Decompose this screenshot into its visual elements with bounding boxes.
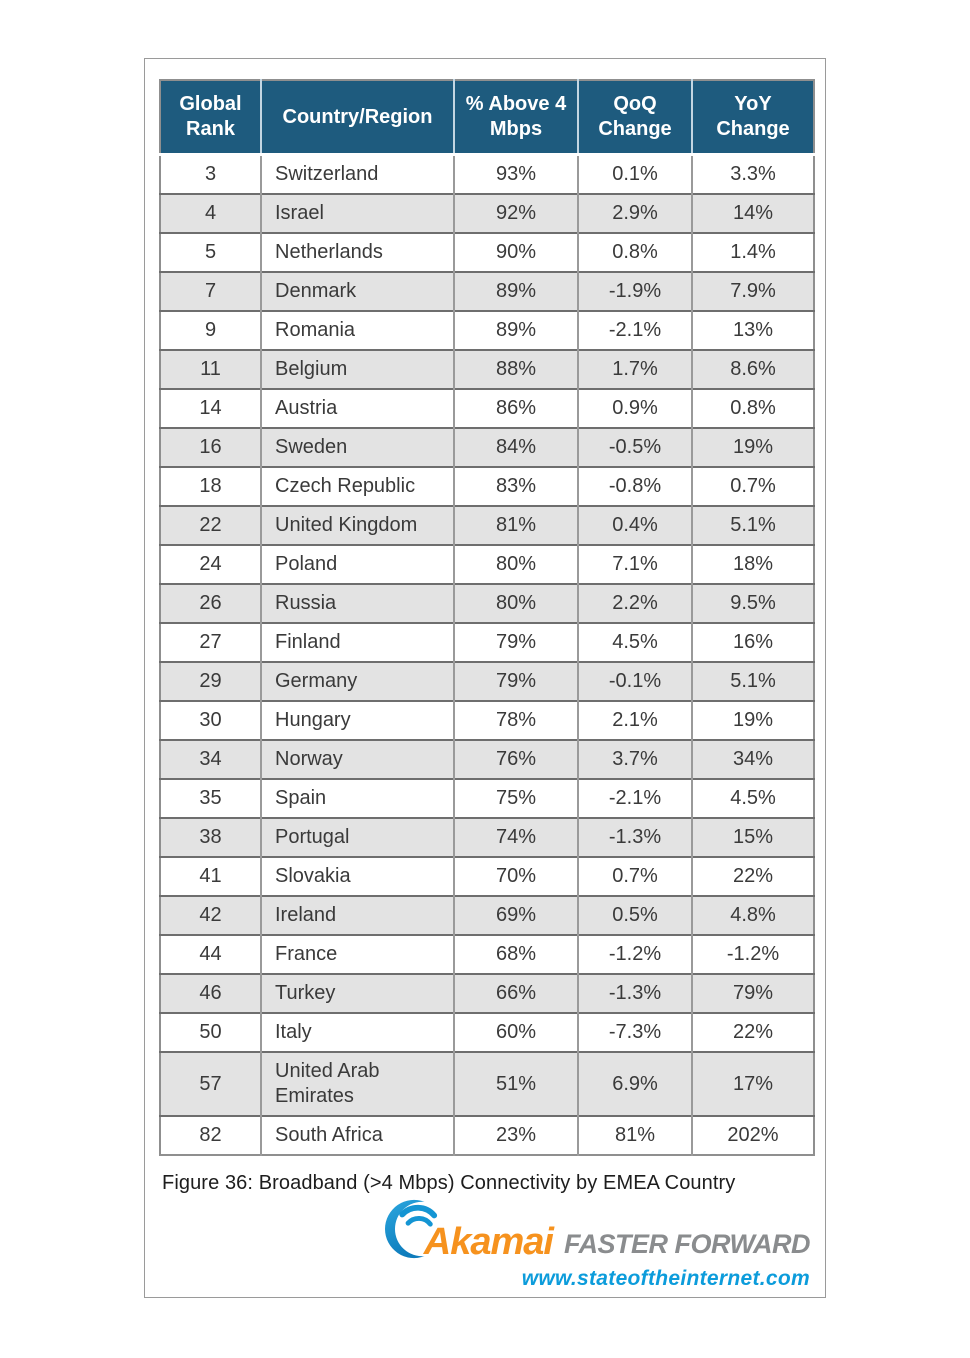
cell-country: Netherlands: [261, 233, 454, 272]
cell-global-rank: 18: [160, 467, 261, 506]
broadband-connectivity-table: [159, 79, 815, 1156]
cell-yoy-change: 34%: [692, 740, 814, 779]
cell-pct-above-4mbps: 69%: [454, 896, 578, 935]
table-row: [160, 545, 814, 584]
cell-pct-above-4mbps: 89%: [454, 272, 578, 311]
table-row: [160, 428, 814, 467]
cell-qoq-change: 0.7%: [578, 857, 692, 896]
table-row: [160, 896, 814, 935]
table-row: [160, 350, 814, 389]
figure-frame: [144, 58, 826, 1298]
cell-yoy-change: 79%: [692, 974, 814, 1013]
cell-country: Israel: [261, 194, 454, 233]
cell-global-rank: 5: [160, 233, 261, 272]
akamai-brand-text: Akamai: [423, 1221, 553, 1263]
table-row: [160, 1052, 814, 1116]
cell-qoq-change: 2.2%: [578, 584, 692, 623]
table-row: [160, 974, 814, 1013]
cell-global-rank: 38: [160, 818, 261, 857]
cell-qoq-change: -1.3%: [578, 818, 692, 857]
cell-global-rank: 3: [160, 155, 261, 195]
cell-global-rank: 26: [160, 584, 261, 623]
cell-qoq-change: 81%: [578, 1116, 692, 1155]
cell-pct-above-4mbps: 88%: [454, 350, 578, 389]
cell-country: Slovakia: [261, 857, 454, 896]
cell-yoy-change: -1.2%: [692, 935, 814, 974]
table-row: [160, 857, 814, 896]
cell-global-rank: 34: [160, 740, 261, 779]
cell-pct-above-4mbps: 83%: [454, 467, 578, 506]
cell-qoq-change: 4.5%: [578, 623, 692, 662]
cell-global-rank: 42: [160, 896, 261, 935]
cell-pct-above-4mbps: 70%: [454, 857, 578, 896]
table-row: [160, 740, 814, 779]
cell-pct-above-4mbps: 81%: [454, 506, 578, 545]
cell-yoy-change: 14%: [692, 194, 814, 233]
table-row: [160, 1013, 814, 1052]
cell-country: Hungary: [261, 701, 454, 740]
cell-yoy-change: 4.5%: [692, 779, 814, 818]
cell-qoq-change: 7.1%: [578, 545, 692, 584]
cell-yoy-change: 7.9%: [692, 272, 814, 311]
table-row: [160, 701, 814, 740]
cell-pct-above-4mbps: 79%: [454, 623, 578, 662]
cell-pct-above-4mbps: 68%: [454, 935, 578, 974]
cell-global-rank: 50: [160, 1013, 261, 1052]
cell-qoq-change: 0.4%: [578, 506, 692, 545]
table-row: [160, 389, 814, 428]
cell-country: Italy: [261, 1013, 454, 1052]
cell-global-rank: 24: [160, 545, 261, 584]
cell-pct-above-4mbps: 66%: [454, 974, 578, 1013]
cell-qoq-change: 2.9%: [578, 194, 692, 233]
cell-yoy-change: 4.8%: [692, 896, 814, 935]
akamai-logo: [378, 1197, 810, 1291]
cell-global-rank: 30: [160, 701, 261, 740]
cell-country: Finland: [261, 623, 454, 662]
table-row: [160, 311, 814, 350]
table-row: [160, 584, 814, 623]
cell-yoy-change: 18%: [692, 545, 814, 584]
stateoftheinternet-url-link[interactable]: www.stateoftheinternet.com: [521, 1267, 810, 1290]
cell-global-rank: 29: [160, 662, 261, 701]
cell-qoq-change: 0.1%: [578, 155, 692, 195]
cell-qoq-change: 2.1%: [578, 701, 692, 740]
table-row: [160, 272, 814, 311]
column-header-country-region: Country/Region: [261, 80, 454, 155]
cell-country: Belgium: [261, 350, 454, 389]
cell-pct-above-4mbps: 51%: [454, 1052, 578, 1116]
cell-country: United Arab Emirates: [261, 1052, 454, 1116]
cell-pct-above-4mbps: 60%: [454, 1013, 578, 1052]
cell-country: Ireland: [261, 896, 454, 935]
cell-qoq-change: -0.5%: [578, 428, 692, 467]
cell-country: Sweden: [261, 428, 454, 467]
cell-country: South Africa: [261, 1116, 454, 1155]
cell-country: Germany: [261, 662, 454, 701]
cell-country: Turkey: [261, 974, 454, 1013]
cell-global-rank: 46: [160, 974, 261, 1013]
cell-qoq-change: 3.7%: [578, 740, 692, 779]
cell-yoy-change: 202%: [692, 1116, 814, 1155]
cell-qoq-change: -1.3%: [578, 974, 692, 1013]
cell-qoq-change: 0.5%: [578, 896, 692, 935]
cell-pct-above-4mbps: 89%: [454, 311, 578, 350]
cell-pct-above-4mbps: 76%: [454, 740, 578, 779]
column-header-pct-above-4mbps: % Above 4 Mbps: [454, 80, 578, 155]
cell-yoy-change: 0.7%: [692, 467, 814, 506]
cell-country: Poland: [261, 545, 454, 584]
cell-pct-above-4mbps: 84%: [454, 428, 578, 467]
cell-qoq-change: -7.3%: [578, 1013, 692, 1052]
cell-global-rank: 82: [160, 1116, 261, 1155]
table-row: [160, 233, 814, 272]
column-header-qoq-change: QoQ Change: [578, 80, 692, 155]
cell-yoy-change: 22%: [692, 1013, 814, 1052]
table-row: [160, 194, 814, 233]
cell-country: Denmark: [261, 272, 454, 311]
cell-country: Spain: [261, 779, 454, 818]
table-row: [160, 467, 814, 506]
cell-qoq-change: -1.9%: [578, 272, 692, 311]
cell-global-rank: 16: [160, 428, 261, 467]
column-header-yoy-change: YoY Change: [692, 80, 814, 155]
cell-global-rank: 9: [160, 311, 261, 350]
table-row: [160, 1116, 814, 1155]
cell-yoy-change: 17%: [692, 1052, 814, 1116]
faster-forward-tagline: FASTER FORWARD: [563, 1229, 810, 1259]
table-row: [160, 506, 814, 545]
cell-global-rank: 57: [160, 1052, 261, 1116]
cell-country: Portugal: [261, 818, 454, 857]
cell-country: Switzerland: [261, 155, 454, 195]
cell-qoq-change: 0.9%: [578, 389, 692, 428]
cell-yoy-change: 0.8%: [692, 389, 814, 428]
cell-qoq-change: -1.2%: [578, 935, 692, 974]
cell-yoy-change: 5.1%: [692, 506, 814, 545]
cell-global-rank: 11: [160, 350, 261, 389]
cell-yoy-change: 19%: [692, 701, 814, 740]
cell-qoq-change: -0.1%: [578, 662, 692, 701]
cell-qoq-change: 1.7%: [578, 350, 692, 389]
column-header-global-rank: Global Rank: [160, 80, 261, 155]
cell-country: Austria: [261, 389, 454, 428]
cell-pct-above-4mbps: 75%: [454, 779, 578, 818]
cell-qoq-change: -2.1%: [578, 311, 692, 350]
cell-pct-above-4mbps: 80%: [454, 545, 578, 584]
cell-country: Russia: [261, 584, 454, 623]
cell-global-rank: 35: [160, 779, 261, 818]
cell-yoy-change: 9.5%: [692, 584, 814, 623]
cell-yoy-change: 16%: [692, 623, 814, 662]
cell-yoy-change: 15%: [692, 818, 814, 857]
cell-qoq-change: -0.8%: [578, 467, 692, 506]
table-header-row: [160, 80, 814, 155]
cell-pct-above-4mbps: 86%: [454, 389, 578, 428]
cell-yoy-change: 1.4%: [692, 233, 814, 272]
cell-qoq-change: -2.1%: [578, 779, 692, 818]
figure-caption: Figure 36: Broadband (>4 Mbps) Connectivity by EMEA Country: [162, 1172, 736, 1194]
table-row: [160, 155, 814, 195]
cell-country: Czech Republic: [261, 467, 454, 506]
cell-qoq-change: 6.9%: [578, 1052, 692, 1116]
cell-pct-above-4mbps: 90%: [454, 233, 578, 272]
cell-global-rank: 14: [160, 389, 261, 428]
cell-country: Romania: [261, 311, 454, 350]
cell-country: France: [261, 935, 454, 974]
cell-yoy-change: 22%: [692, 857, 814, 896]
table-row: [160, 818, 814, 857]
cell-pct-above-4mbps: 23%: [454, 1116, 578, 1155]
cell-yoy-change: 19%: [692, 428, 814, 467]
cell-global-rank: 44: [160, 935, 261, 974]
cell-global-rank: 27: [160, 623, 261, 662]
table-row: [160, 623, 814, 662]
cell-global-rank: 4: [160, 194, 261, 233]
cell-yoy-change: 3.3%: [692, 155, 814, 195]
cell-pct-above-4mbps: 80%: [454, 584, 578, 623]
table-row: [160, 935, 814, 974]
cell-pct-above-4mbps: 78%: [454, 701, 578, 740]
cell-yoy-change: 5.1%: [692, 662, 814, 701]
cell-country: United Kingdom: [261, 506, 454, 545]
cell-global-rank: 41: [160, 857, 261, 896]
cell-pct-above-4mbps: 93%: [454, 155, 578, 195]
cell-pct-above-4mbps: 79%: [454, 662, 578, 701]
cell-global-rank: 22: [160, 506, 261, 545]
cell-pct-above-4mbps: 74%: [454, 818, 578, 857]
table-row: [160, 662, 814, 701]
cell-global-rank: 7: [160, 272, 261, 311]
cell-yoy-change: 13%: [692, 311, 814, 350]
table-row: [160, 779, 814, 818]
cell-yoy-change: 8.6%: [692, 350, 814, 389]
cell-country: Norway: [261, 740, 454, 779]
cell-qoq-change: 0.8%: [578, 233, 692, 272]
cell-pct-above-4mbps: 92%: [454, 194, 578, 233]
